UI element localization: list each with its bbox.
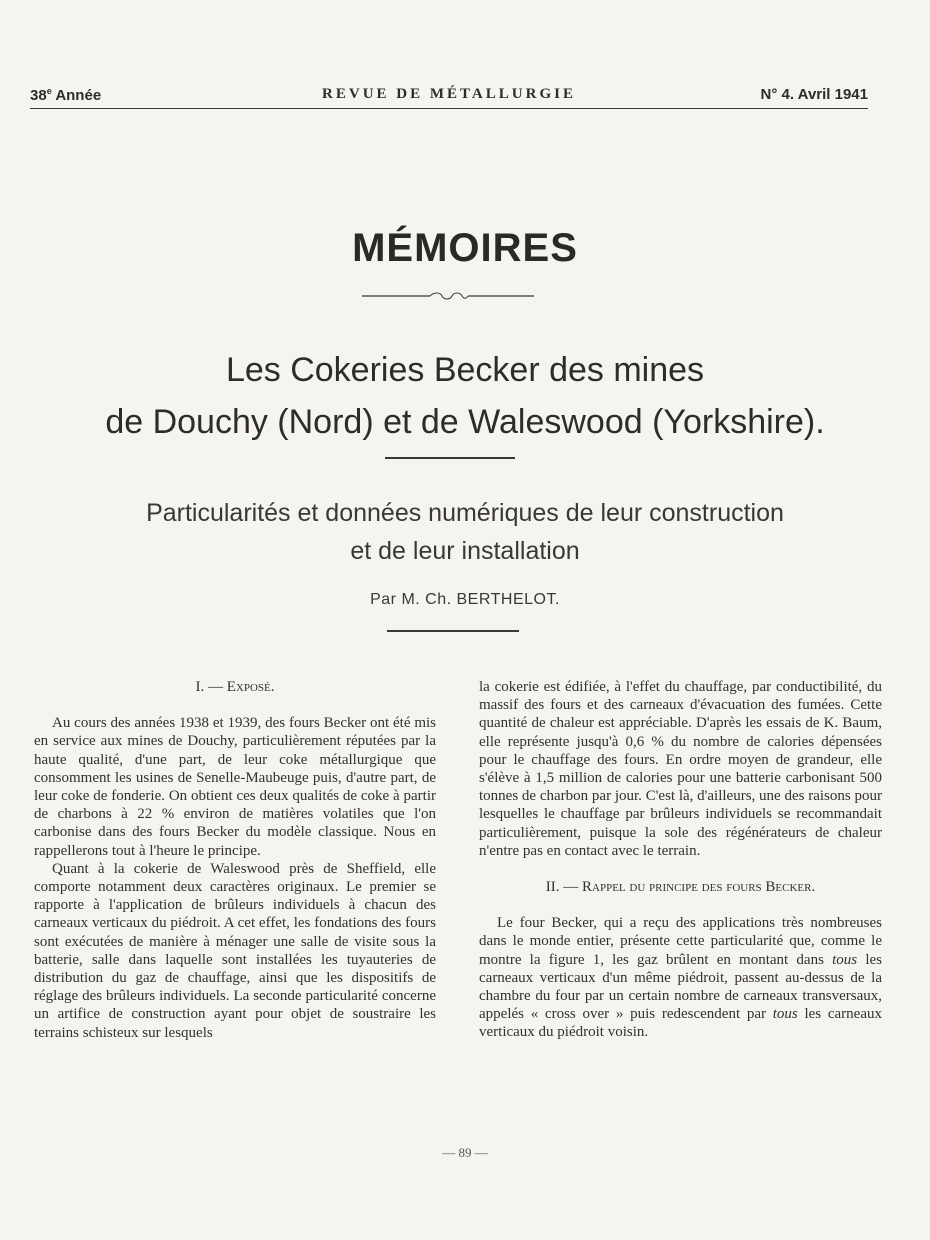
- running-header: [30, 86, 868, 109]
- title-line-1: Les Cokeries Becker des mines: [225, 351, 705, 389]
- subtitle-line-1: Particularités et données numériques de leur construction: [146, 499, 784, 527]
- author-line: Par M. Ch. BERTHELOT.: [370, 591, 560, 608]
- paragraph: Quant à la cokerie de Waleswood près de Sheffield, elle comporte notamment deux caractères originaux. Le premier se rapporte à l'application de brûleurs individuels à chacun des carneaux verticaux du piédroit. A cet effet, les fondations des fours sont exécutées de manière à ménager une salle de visite sous la batterie, salle dans laquelle sont installées les tuyauteries de distribution du gaz de chauffage, ainsi que les dispositifs de réglage des brûleurs individuels. La seconde particularité concerne un artifice de construction ayant pour objet de soustraire les terrains schisteux sur lesquels: [34, 860, 436, 1041]
- text-column-right: [479, 678, 882, 1042]
- paragraph: Au cours des années 1938 et 1939, des fours Becker ont été mis en service aux mines de Douchy, particulièrement réputées par la haute qualité, d'une part, de leur coke métallurgique que consomment les usines de Senelle-Maubeuge puis, d'autre part, de leur coke de fonderie. On obtient ces deux qualités de coke à partir de charbons à 22 % environ de matières volatiles que l'on carbonise dans des fours Becker du modèle classique. Nous en rappellerons tout à l'heure le principe.: [34, 715, 436, 859]
- author-rule: [387, 630, 519, 632]
- title-line-2: de Douchy (Nord) et de Waleswood (Yorkshire).: [105, 403, 825, 441]
- issue-date: N° 4. Avril 1941: [760, 86, 868, 103]
- article-title: [0, 344, 930, 448]
- paragraph: Le four Becker, qui a reçu des applications très nombreuses dans le monde entier, présente cette particularité que, comme le montre la figure 1, les gaz brûlent en montant dans tous les carneaux verticaux d'un même piédroit, passent au-dessus de la chambre du four par un certain nombre de carneaux transversaux, appelés « cross over » puis redescendent par tous les carneaux verticaux du piédroit voisin.: [479, 915, 882, 1041]
- title-rule: [385, 457, 515, 459]
- page-number: — 89 —: [442, 1145, 488, 1160]
- ornament-divider: [362, 289, 534, 303]
- paragraph: la cokerie est édifiée, à l'effet du chauffage, par conductibilité, du massif des fours et des carneaux d'évacuation des fumées. Cette quantité de chaleur est appréciable. D'après les essais de K. Baum, elle représente jusqu'à 0,6 % du nombre de calories dépensées pour le chauffage des fours. En ordre moyen de grandeur, elle s'élève à 1,5 million de calories pour une batterie carbonisant 500 tonnes de charbon par jour. C'est là, d'ailleurs, une des raisons pour lesquelles le chauffage par brûleurs individuels se recommandait particulièrement, puisque la sole des régénérateurs de chaleur n'entre pas en contact avec le terrain.: [479, 679, 882, 859]
- text-column-left: [34, 678, 436, 1042]
- journal-name: REVUE DE MÉTALLURGIE: [322, 86, 576, 102]
- volume-year: 38e Année: [30, 86, 102, 104]
- subtitle-line-2: et de leur installation: [350, 537, 580, 565]
- section-title: MÉMOIRES: [352, 226, 578, 270]
- section-heading-1: I. — Exposé.: [195, 679, 275, 695]
- section-heading-2: II. — Rappel du principe des fours Becker.: [545, 879, 816, 896]
- article-subtitle: [0, 494, 930, 570]
